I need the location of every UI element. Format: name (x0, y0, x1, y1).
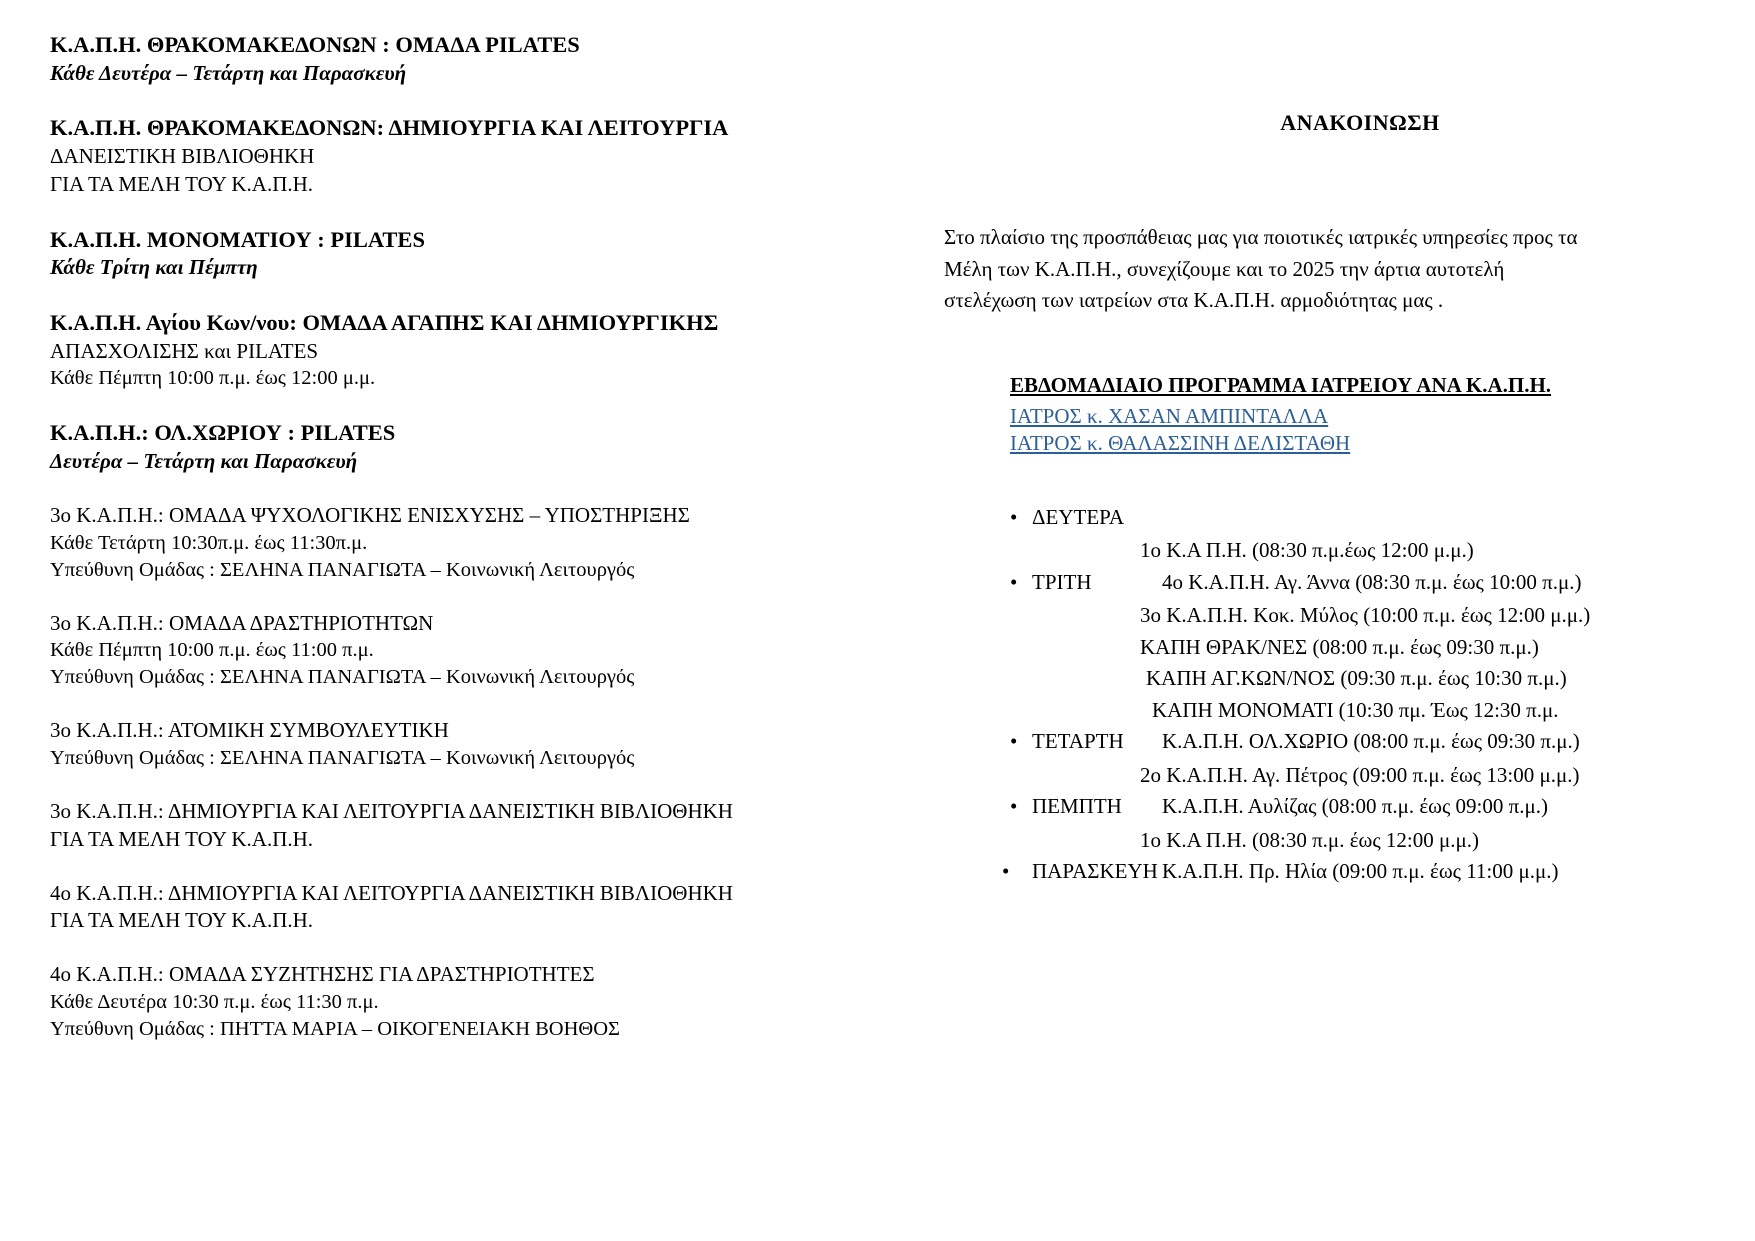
intro-line: Στο πλαίσιο της προσπάθειας μας για ποιοτικές ιατρικές υπηρεσίες προς τα (944, 225, 1578, 249)
activity-title: 4ο Κ.Α.Π.Η.: ΟΜΑΔΑ ΣΥΖΗΤΗΣΗΣ ΓΙΑ ΔΡΑΣΤΗΡΙΟΤΗΤΕΣ (50, 962, 595, 987)
activity-detail: ΔΑΝΕΙΣΤΙΚΗ ΒΙΒΛΙΟΘΗΚΗ (50, 144, 315, 169)
schedule-entry: Κ.Α.Π.Η. Πρ. Ηλία (09:00 π.μ. έως 11:00 μ.μ.) (1162, 859, 1559, 883)
schedule-entry: 1ο Κ.Α Π.Η. (08:30 π.μ.έως 12:00 μ.μ.) (1140, 538, 1474, 562)
right-column-announcement (940, 30, 1720, 890)
activity-block (50, 961, 880, 1043)
activity-block (50, 502, 880, 584)
schedule-row (940, 856, 1720, 888)
activity-block (50, 717, 880, 772)
doctor-link-1[interactable]: ΙΑΤΡΟΣ κ. ΧΑΣΑΝ ΑΜΠΙΝΤΑΛΛΑ (1010, 403, 1329, 428)
activity-title: 3ο Κ.Α.Π.Η.: ΟΜΑΔΑ ΨΥΧΟΛΟΓΙΚΗΣ ΕΝΙΣΧΥΣΗΣ – ΥΠΟΣΤΗΡΙΞΗΣ (50, 502, 690, 527)
weekly-program-title: ΕΒΔΟΜΑΔΙΑΙΟ ΠΡΟΓΡΑΜΜΑ ΙΑΤΡΕΙΟΥ ΑΝΑ Κ.Α.Π.Η. (1010, 372, 1552, 397)
activity-detail: Κάθε Τρίτη και Πέμπτη (50, 255, 258, 280)
schedule-entry: Κ.Α.Π.Η. Αυλίζας (08:00 π.μ. έως 09:00 π.μ.) (1162, 794, 1548, 818)
activity-title: Κ.Α.Π.Η. ΘΡΑΚΟΜΑΚΕΔΟΝΩΝ: ΔΗΜΙΟΥΡΓΙΑ ΚΑΙ ΛΕΙΤΟΥΡΓΙΑ (50, 115, 729, 141)
schedule-entry: 3ο Κ.Α.Π.Η. Κοκ. Μύλος (10:00 π.μ. έως 12:00 μ.μ.) (1140, 603, 1591, 627)
schedule-day-label: ΤΡΙΤΗ (1032, 569, 1092, 594)
two-column-layout (40, 30, 1715, 1069)
activity-detail: Υπεύθυνη Ομάδας : ΣΕΛΗΝΑ ΠΑΝΑΓΙΩΤΑ – Κοινωνική Λειτουργός (50, 747, 635, 770)
activity-title: Κ.Α.Π.Η. ΘΡΑΚΟΜΑΚΕΔΟΝΩΝ : ΟΜΑΔΑ PILATES (50, 32, 580, 57)
schedule-entry: 2ο Κ.Α.Π.Η. Αγ. Πέτρος (09:00 π.μ. έως 13:00 μ.μ.) (1140, 762, 1580, 787)
left-column-activities (40, 30, 880, 1069)
activity-detail: ΓΙΑ ΤΑ ΜΕΛΗ ΤΟΥ Κ.Α.Π.Η. (50, 908, 314, 933)
schedule-entry: 1ο Κ.Α Π.Η. (08:30 π.μ. έως 12:00 μ.μ.) (1140, 827, 1479, 852)
activity-detail: ΑΠΑΣΧΟΛΙΣΗΣ και PILATES (50, 338, 319, 363)
activity-block (50, 113, 880, 198)
activity-block (50, 225, 880, 282)
activity-title: Κ.Α.Π.Η. ΜΟΝΟΜΑΤΙΟΥ : PILATES (50, 226, 425, 252)
activity-title: Κ.Α.Π.Η. Αγίου Κων/νου: ΟΜΑΔΑ ΑΓΑΠΗΣ ΚΑΙ ΔΗΜΙΟΥΡΓΙΚΗΣ (50, 309, 719, 335)
activities-list (50, 30, 880, 1043)
activity-detail: Κάθε Δευτέρα – Τετάρτη και Παρασκευή (50, 60, 407, 85)
activity-detail: Υπεύθυνη Ομάδας : ΣΕΛΗΝΑ ΠΑΝΑΓΙΩΤΑ – Κοινωνική Λειτουργός (50, 666, 635, 689)
activity-title: 4ο Κ.Α.Π.Η.: ΔΗΜΙΟΥΡΓΙΑ ΚΑΙ ΛΕΙΤΟΥΡΓΙΑ ΔΑΝΕΙΣΤΙΚΗ ΒΙΒΛΙΟΘΗΚΗ (50, 880, 733, 905)
activity-block (50, 798, 880, 853)
activity-detail: ΓΙΑ ΤΑ ΜΕΛΗ ΤΟΥ Κ.Α.Π.Η. (50, 171, 314, 196)
schedule-entry: ΚΑΠΗ ΜΟΝΟΜΑΤΙ (10:30 πμ. Έως 12:30 π.μ. (1152, 697, 1559, 722)
activity-detail: Κάθε Πέμπτη 10:00 π.μ. έως 11:00 π.μ. (50, 639, 374, 662)
activity-title: 3ο Κ.Α.Π.Η.: ΑΤΟΜΙΚΗ ΣΥΜΒΟΥΛΕΥΤΙΚΗ (50, 718, 449, 743)
intro-line: στελέχωση των ιατρείων στα Κ.Α.Π.Η. αρμοδιότητας μας . (944, 288, 1444, 312)
activity-detail: Υπεύθυνη Ομάδας : ΠΗΤΤΑ ΜΑΡΙΑ – ΟΙΚΟΓΕΝΕΙΑΚΗ ΒΟΗΘΟΣ (50, 1017, 620, 1040)
schedule-row (940, 502, 1720, 534)
activity-block (50, 30, 880, 87)
activity-detail: Υπεύθυνη Ομάδας : ΣΕΛΗΝΑ ΠΑΝΑΓΙΩΤΑ – Κοινωνική Λειτουργός (50, 558, 635, 581)
schedule-row (940, 567, 1720, 599)
activity-detail: Κάθε Τετάρτη 10:30π.μ. έως 11:30π.μ. (50, 531, 368, 554)
schedule-entry: ΚΑΠΗ ΑΓ.ΚΩΝ/ΝΟΣ (09:30 π.μ. έως 10:30 π.μ.) (1146, 666, 1567, 690)
activity-block (50, 418, 880, 475)
schedule-day-label: ΤΕΤΑΡΤΗ (1032, 729, 1124, 753)
weekly-schedule-list (940, 502, 1720, 888)
doctor-link-2[interactable]: ΙΑΤΡΟΣ κ. ΘΑΛΑΣΣΙΝΗ ΔΕΛΙΣΤΑΘΗ (1010, 430, 1351, 455)
intro-line: Μέλη των Κ.Α.Π.Η., συνεχίζουμε και το 2025 την άρτια αυτοτελή (944, 256, 1505, 281)
activity-block (50, 610, 880, 692)
schedule-row (940, 726, 1720, 758)
schedule-row (940, 791, 1720, 823)
schedule-entry: ΚΑΠΗ ΘΡΑΚ/ΝΕΣ (08:00 π.μ. έως 09:30 π.μ.) (1140, 634, 1539, 659)
activity-title: 3ο Κ.Α.Π.Η.: ΟΜΑΔΑ ΔΡΑΣΤΗΡΙΟΤΗΤΩΝ (50, 610, 434, 635)
activity-title: 3ο Κ.Α.Π.Η.: ΔΗΜΙΟΥΡΓΙΑ ΚΑΙ ΛΕΙΤΟΥΡΓΙΑ ΔΑΝΕΙΣΤΙΚΗ ΒΙΒΛΙΟΘΗΚΗ (50, 799, 733, 824)
schedule-entry: 4ο Κ.Α.Π.Η. Αγ. Άννα (08:30 π.μ. έως 10:00 π.μ.) (1162, 569, 1582, 594)
schedule-entry: Κ.Α.Π.Η. ΟΛ.ΧΩΡΙΟ (08:00 π.μ. έως 09:30 π.μ.) (1162, 729, 1580, 753)
schedule-day-label: ΔΕΥΤΕΡΑ (1032, 504, 1125, 529)
activity-block (50, 880, 880, 935)
activity-detail: ΓΙΑ ΤΑ ΜΕΛΗ ΤΟΥ Κ.Α.Π.Η. (50, 826, 314, 851)
activity-title: Κ.Α.Π.Η.: ΟΛ.ΧΩΡΙΟΥ : PILATES (50, 420, 396, 446)
schedule-day-label: ΠΑΡΑΣΚΕΥΗ (1032, 859, 1158, 883)
activity-detail: Κάθε Πέμπτη 10:00 π.μ. έως 12:00 μ.μ. (50, 367, 376, 390)
activity-detail: Κάθε Δευτέρα 10:30 π.μ. έως 11:30 π.μ. (50, 990, 379, 1013)
announcement-intro (940, 222, 1720, 317)
schedule-day-label: ΠΕΜΠΤΗ (1032, 794, 1122, 818)
activity-detail: Δευτέρα – Τετάρτη και Παρασκευή (50, 449, 358, 474)
announcement-title: ΑΝΑΚΟΙΝΩΣΗ (1280, 110, 1440, 135)
activity-block (50, 308, 880, 392)
